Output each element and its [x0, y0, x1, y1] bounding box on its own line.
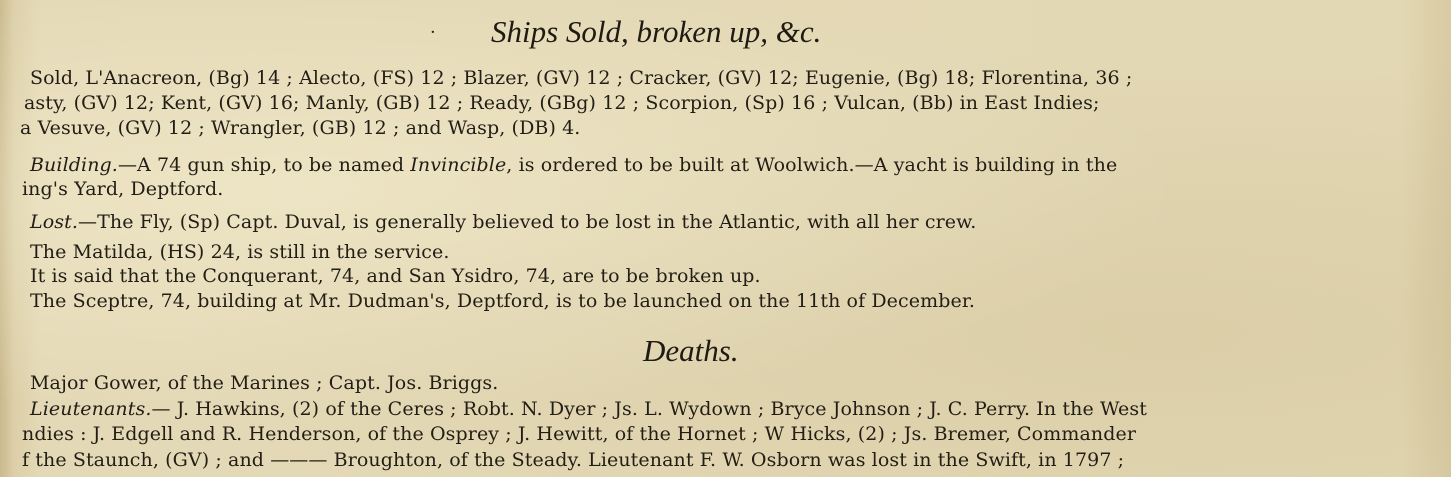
building-ship-name: Invincible [410, 154, 507, 176]
deaths-line-1: Major Gower, of the Marines ; Capt. Jos. Briggs. [30, 372, 499, 394]
lost-label: Lost. [30, 211, 78, 233]
building-text-b: , is ordered to be built at Woolwich.—A yacht is building in the [506, 154, 1118, 176]
lost-paragraph [30, 210, 976, 234]
building-paragraph-line-1 [30, 153, 1117, 177]
deaths-line-2 [30, 397, 1147, 421]
stray-ink-mark: · [430, 22, 436, 43]
lieutenants-label: Lieutenants. [30, 398, 152, 420]
deaths-line-4: f the Staunch, (GV) ; and ——— Broughton, of the Steady. Lieutenant F. W. Osborn was lost in the Swift, in 1797 ; [22, 449, 1125, 471]
sold-line-1: Sold, L'Anacreon, (Bg) 14 ; Alecto, (FS) 12 ; Blazer, (GV) 12 ; Cracker, (GV) 12; Eugenie, (Bg) 18; Florentina, 36 ; [30, 67, 1133, 89]
sold-line-2: asty, (GV) 12; Kent, (GV) 16; Manly, (GB) 12 ; Ready, (GBg) 12 ; Scorpion, (Sp) 16 ; Vulcan, (Bb) in East Indies; [24, 92, 1100, 114]
sold-line-3: a Vesuve, (GV) 12 ; Wrangler, (GB) 12 ; and Wasp, (DB) 4. [20, 117, 581, 139]
deaths-line-3: ndies : J. Edgell and R. Henderson, of the Osprey ; J. Hewitt, of the Hornet ; W Hicks, (2) ; Js. Bremer, Commander [22, 423, 1136, 445]
sceptre-line: The Sceptre, 74, building at Mr. Dudman's, Deptford, is to be launched on the 11th of December. [30, 290, 976, 312]
lost-text: —The Fly, (Sp) Capt. Duval, is generally believed to be lost in the Atlantic, with all her crew. [77, 211, 977, 233]
conquerant-line: It is said that the Conquerant, 74, and San Ysidro, 74, are to be broken up. [30, 265, 761, 287]
ships-sold-heading: Ships Sold, broken up, &c. [491, 14, 822, 49]
building-paragraph-line-2: ing's Yard, Deptford. [22, 178, 224, 200]
lieutenants-text: — J. Hawkins, (2) of the Ceres ; Robt. N. Dyer ; Js. L. Wydown ; Bryce Johnson ; J. C. Perry. In the West [151, 398, 1147, 420]
building-text-a: —A 74 gun ship, to be named [117, 154, 411, 176]
matilda-line: The Matilda, (HS) 24, is still in the service. [30, 241, 450, 263]
deaths-heading: Deaths. [643, 333, 739, 368]
building-label: Building. [30, 154, 118, 176]
